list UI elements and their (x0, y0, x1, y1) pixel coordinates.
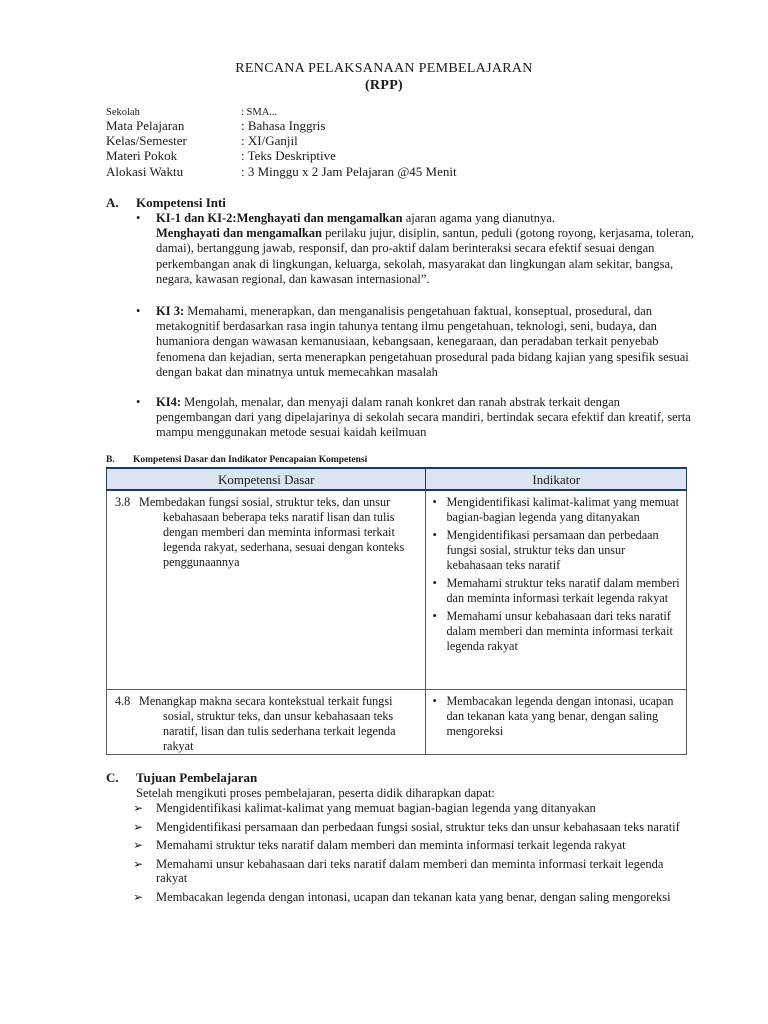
info-label-sekolah: Sekolah (106, 107, 140, 118)
section-b-heading: B. Kompetensi Dasar dan Indikator Pencapaian Kompetensi (106, 455, 368, 465)
arrow-bullet-icon: ➢ (133, 801, 144, 815)
document-subtitle: (RPP) (364, 78, 404, 93)
kd-cell (107, 490, 426, 690)
info-label-materi: Materi Pokok (106, 148, 178, 163)
info-value-kelas: : XI/Ganjil (241, 133, 298, 148)
table-row (107, 690, 687, 755)
bullet-dot-icon: • (136, 304, 141, 318)
info-label-alokasi: Alokasi Waktu (106, 164, 184, 179)
bullet-dot-icon: • (432, 528, 437, 542)
goals-list (133, 801, 693, 909)
ki-1-2-item: • KI-1 dan KI-2:Menghayati dan mengamalkan ajaran agama yang dianutnya. Menghayati dan mengamalkan perilaku jujur, disiplin, santun, peduli (gotong royong, kerjasama, toleran, damai), bertanggung jawab, responsif, dan pro-aktif dalam berinteraksi secara efektif sesuai dengan perkembangan anak di lingkungan, keluarga, sekolah, masyarakat dan lingkungan alam sekitar, bangsa, negara, kawasan regional, dan kawasan internasional”. (136, 211, 694, 286)
section-a-heading: A. Kompetensi Inti (106, 195, 226, 210)
arrow-bullet-icon: ➢ (133, 838, 144, 853)
kd-indicator-table (106, 467, 687, 755)
table-row (107, 490, 687, 690)
ki-4-item: • KI4: Mengolah, menalar, dan menyaji dalam ranah konkret dan ranah abstrak terkait dengan pengembangan dari yang dipelajarinya di sekolah secara mandiri, bertindak secara efektif dan kreatif, serta mampu menggunakan metode sesuai kaidah keilmuan (136, 395, 691, 440)
list-item: • Membacakan legenda dengan intonasi, ucapan dan tekanan kata yang benar, dengan saling mengoreksi (432, 694, 674, 738)
list-item: ➢ Mengidentifikasi kalimat-kalimat yang memuat bagian-bagian legenda yang ditanyakan (133, 801, 596, 815)
arrow-bullet-icon: ➢ (133, 819, 144, 834)
column-header-indikator: Indikator (426, 468, 687, 490)
info-label-mapel: Mata Pelajaran (106, 118, 185, 133)
list-item: ➢ Membacakan legenda dengan intonasi, ucapan dan tekanan kata yang benar, dengan saling mengoreksi (133, 889, 671, 904)
info-value-alokasi: : 3 Minggu x 2 Jam Pelajaran @45 Menit (241, 164, 457, 179)
arrow-bullet-icon: ➢ (133, 889, 144, 904)
list-item: ➢ Mengidentifikasi persamaan dan perbedaan fungsi sosial, struktur teks dan unsur kebahasaan teks naratif (133, 819, 680, 834)
kd-number: 3.8 (115, 495, 131, 509)
kd-cell (107, 690, 426, 755)
info-value-materi: : Teks Deskriptive (241, 148, 336, 163)
indicator-cell (426, 490, 687, 690)
indicator-cell (426, 690, 687, 755)
bullet-dot-icon: • (432, 495, 437, 509)
section-c-heading: C. Tujuan Pembelajaran (106, 770, 258, 785)
list-item: • Mengidentifikasi persamaan dan perbedaan fungsi sosial, struktur teks dan unsur kebahasaan teks naratif (432, 528, 659, 572)
list-item: ➢ Memahami struktur teks naratif dalam memberi dan meminta informasi terkait legenda rakyat (133, 838, 626, 853)
bullet-dot-icon: • (432, 576, 437, 590)
list-item: • Mengidentifikasi kalimat-kalimat yang memuat bagian-bagian legenda yang ditanyakan (432, 495, 679, 524)
table-header-row (107, 468, 687, 490)
kd-number: 4.8 (115, 694, 131, 708)
info-value-sekolah: : SMA... (241, 107, 278, 118)
bullet-dot-icon: • (136, 211, 141, 225)
goals-intro: Setelah mengikuti proses pembelajaran, peserta didik diharapkan dapat: (136, 786, 495, 800)
kd-text: Membedakan fungsi sosial, struktur teks, dan unsur kebahasaan beberapa teks naratif lisan dan tulis dengan memberi dan meminta informasi terkait legenda rakyat, sederhana, sesuai dengan konteks penggunaannya (139, 495, 405, 569)
arrow-bullet-icon: ➢ (133, 856, 144, 871)
kd-text: Menangkap makna secara kontekstual terkait fungsi sosial, struktur teks, dan unsur kebahasaan teks naratif, lisan dan tulis sederhana terkait legenda rakyat (139, 694, 396, 753)
info-value-mapel: : Bahasa Inggris (241, 118, 326, 133)
info-label-kelas: Kelas/Semester (106, 133, 187, 148)
list-item: • Memahami unsur kebahasaan dari teks naratif dalam memberi dan meminta informasi terkait legenda rakyat (432, 609, 673, 653)
list-item: • Memahami struktur teks naratif dalam memberi dan meminta informasi terkait legenda rakyat (432, 576, 680, 605)
document-title: RENCANA PELAKSANAAN PEMBELAJARAN (235, 61, 533, 76)
bullet-dot-icon: • (432, 694, 437, 708)
bullet-dot-icon: • (136, 395, 141, 409)
ki-3-item: • KI 3: Memahami, menerapkan, dan menganalisis pengetahuan faktual, konseptual, prosedural, dan metakognitif berdasarkan rasa ingin tahunya tentang ilmu pengetahuan, teknologi, seni, budaya, dan humaniora dengan wawasan kemanusiaan, kebangsaan, kenegaraan, dan peradaban terkait penyebab fenomena dan kejadian, serta menerapkan pengetahuan prosedural pada bidang kajian yang spesifik sesuai dengan bakat dan minatnya untuk memecahkan masalah (136, 304, 689, 379)
bullet-dot-icon: • (432, 609, 437, 623)
column-header-kd: Kompetensi Dasar (107, 468, 426, 490)
list-item: ➢ Memahami unsur kebahasaan dari teks naratif dalam memberi dan meminta informasi terkait legenda rakyat (133, 856, 664, 886)
